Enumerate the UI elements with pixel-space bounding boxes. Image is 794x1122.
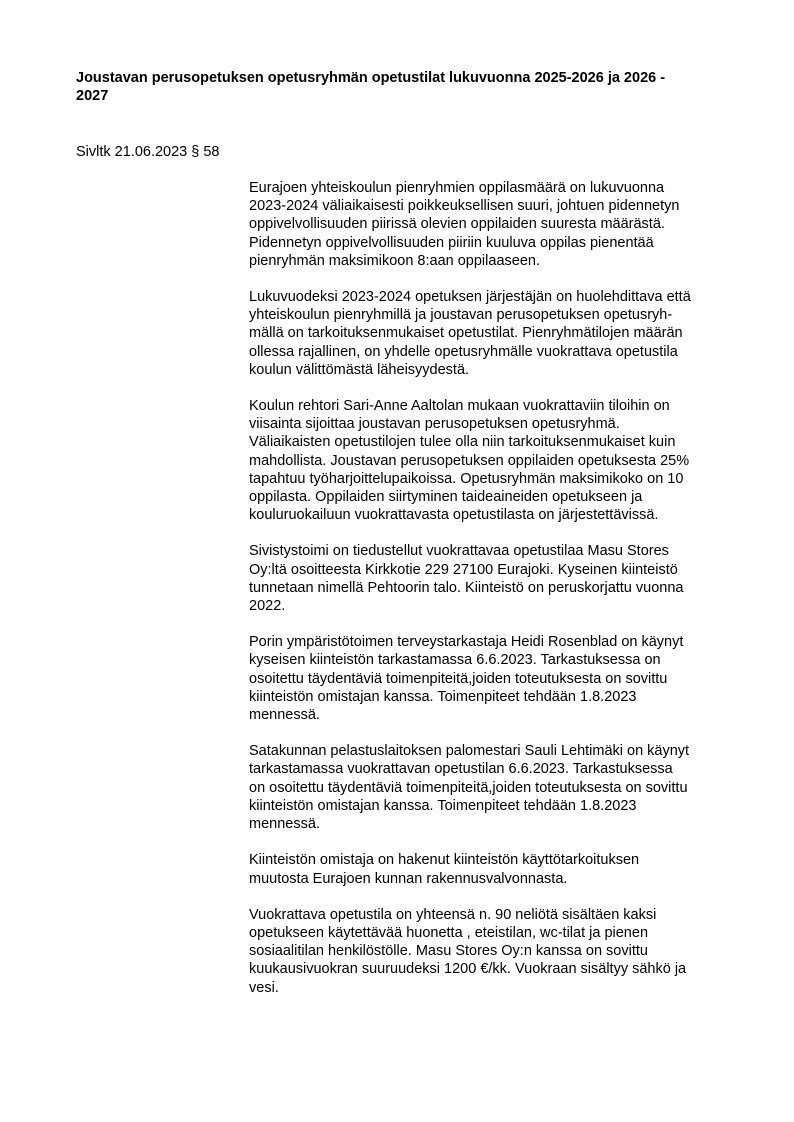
paragraph-line: tarkastamassa vuokrattavan opetustilan 6.6.2023. Tarkastuksessa <box>249 761 673 778</box>
title-line: 2027 <box>76 88 109 104</box>
paragraph-line: muutosta Eurajoen kunnan rakennusvalvonnasta. <box>249 870 568 887</box>
paragraph-line: koulun välittömästä läheisyydestä. <box>249 361 470 378</box>
paragraph-line: vesi. <box>249 979 279 996</box>
paragraph-line: oppilasta. Oppilaiden siirtyminen taideaineiden opetukseen ja <box>249 489 643 506</box>
meeting-reference: Sivltk 21.06.2023 § 58 <box>76 144 220 160</box>
paragraph-line: Lukuvuodeksi 2023-2024 opetuksen järjestäjän on huolehdittava että <box>249 289 691 306</box>
paragraph-line: 2022. <box>249 598 286 615</box>
paragraph-line: kyseisen kiinteistön tarkastamassa 6.6.2023. Tarkastuksessa on <box>249 652 661 669</box>
paragraph-line: Satakunnan pelastuslaitoksen palomestari Sauli Lehtimäki on käynyt <box>249 743 690 760</box>
paragraph-line: kiinteistön omistajan kanssa. Toimenpiteet tehdään 1.8.2023 <box>249 797 637 814</box>
paragraph-line: Porin ympäristötoimen terveystarkastaja Heidi Rosenblad on käynyt <box>249 634 684 651</box>
paragraph-line: Koulun rehtori Sari-Anne Aaltolan mukaan vuokrattaviin tiloihin on <box>249 398 670 415</box>
paragraph-line: mahdollista. Joustavan perusopetuksen oppilaiden opetuksesta 25% <box>249 452 690 469</box>
paragraph-line: pienryhmän maksimikoon 8:aan oppilaaseen. <box>249 252 540 269</box>
paragraph-line: ollessa rajallinen, on yhdelle opetusryhmälle vuokrattava opetustila <box>249 343 678 360</box>
body-paragraph <box>249 633 749 724</box>
paragraph-line: on osoitettu täydentäviä toimenpiteitä,joiden toteutuksesta on sovittu <box>249 779 688 796</box>
paragraph-line: tunnetaan nimellä Pehtoorin talo. Kiinteistö on peruskorjattu vuonna <box>249 579 684 596</box>
body-paragraph <box>249 179 749 270</box>
body-paragraph <box>249 397 749 524</box>
paragraph-line: kuukausivuokran suuruudeksi 1200 €/kk. Vuokraan sisältyy sähkö ja <box>249 961 687 978</box>
title-line: Joustavan perusopetuksen opetusryhmän opetustilat lukuvuonna 2025-2026 ja 2026 - <box>76 70 666 86</box>
paragraph-line: Vuokrattava opetustila on yhteensä n. 90 neliötä sisältäen kaksi <box>249 906 657 923</box>
body-paragraph <box>249 542 749 615</box>
paragraph-line: Väliaikaisten opetustilojen tulee olla niin tarkoituksenmukaiset kuin <box>249 434 676 451</box>
body-paragraph <box>249 906 749 997</box>
paragraph-line: kiinteistön omistajan kanssa. Toimenpiteet tehdään 1.8.2023 <box>249 688 637 705</box>
paragraph-line: opetukseen käytettävää huonetta , eteistilan, wc-tilat ja pienen <box>249 924 649 941</box>
paragraph-line: Eurajoen yhteiskoulun pienryhmien oppilasmäärä on lukuvuonna <box>249 180 665 196</box>
body-paragraph <box>249 288 749 379</box>
document-body <box>249 179 749 1015</box>
paragraph-line: yhteiskoulun pienryhmillä ja joustavan perusopetuksen opetusryh- <box>249 307 673 324</box>
paragraph-line: Sivistystoimi on tiedustellut vuokrattavaa opetustilaa Masu Stores <box>249 543 669 560</box>
paragraph-line: tapahtuu työharjoittelupaikoissa. Opetusryhmän maksimikoko on 10 <box>249 470 684 487</box>
paragraph-line: mennessä. <box>249 816 320 833</box>
body-paragraph <box>249 851 749 887</box>
paragraph-line: Oy:ltä osoitteesta Kirkkotie 229 27100 Eurajoki. Kyseinen kiinteistö <box>249 561 678 578</box>
paragraph-line: Pidennetyn oppivelvollisuuden piiriin kuuluva oppilas pienentää <box>249 234 654 251</box>
paragraph-line: oppivelvollisuuden piirissä olevien oppilaiden suuresta määrästä. <box>249 216 665 233</box>
paragraph-line: mennessä. <box>249 707 320 724</box>
paragraph-line: viisainta sijoittaa joustavan perusopetuksen opetusryhmä. <box>249 416 620 433</box>
paragraph-line: sosiaalitilan henkilöstölle. Masu Stores Oy:n kanssa on sovittu <box>249 943 648 960</box>
body-paragraph <box>249 742 749 833</box>
paragraph-line: Kiinteistön omistaja on hakenut kiinteistön käyttötarkoituksen <box>249 852 640 869</box>
paragraph-line: mällä on tarkoituksenmukaiset opetustilat. Pienryhmätilojen määrän <box>249 325 683 342</box>
paragraph-line: kouluruokailuun vuokrattavasta opetustilasta on järjestettävissä. <box>249 507 659 524</box>
paragraph-line: 2023-2024 väliaikaisesti poikkeuksellisen suuri, johtuen pidennetyn <box>249 198 680 215</box>
paragraph-line: osoitettu täydentäviä toimenpiteitä,joiden toteutuksesta on sovittu <box>249 670 668 687</box>
document-title <box>76 69 736 105</box>
